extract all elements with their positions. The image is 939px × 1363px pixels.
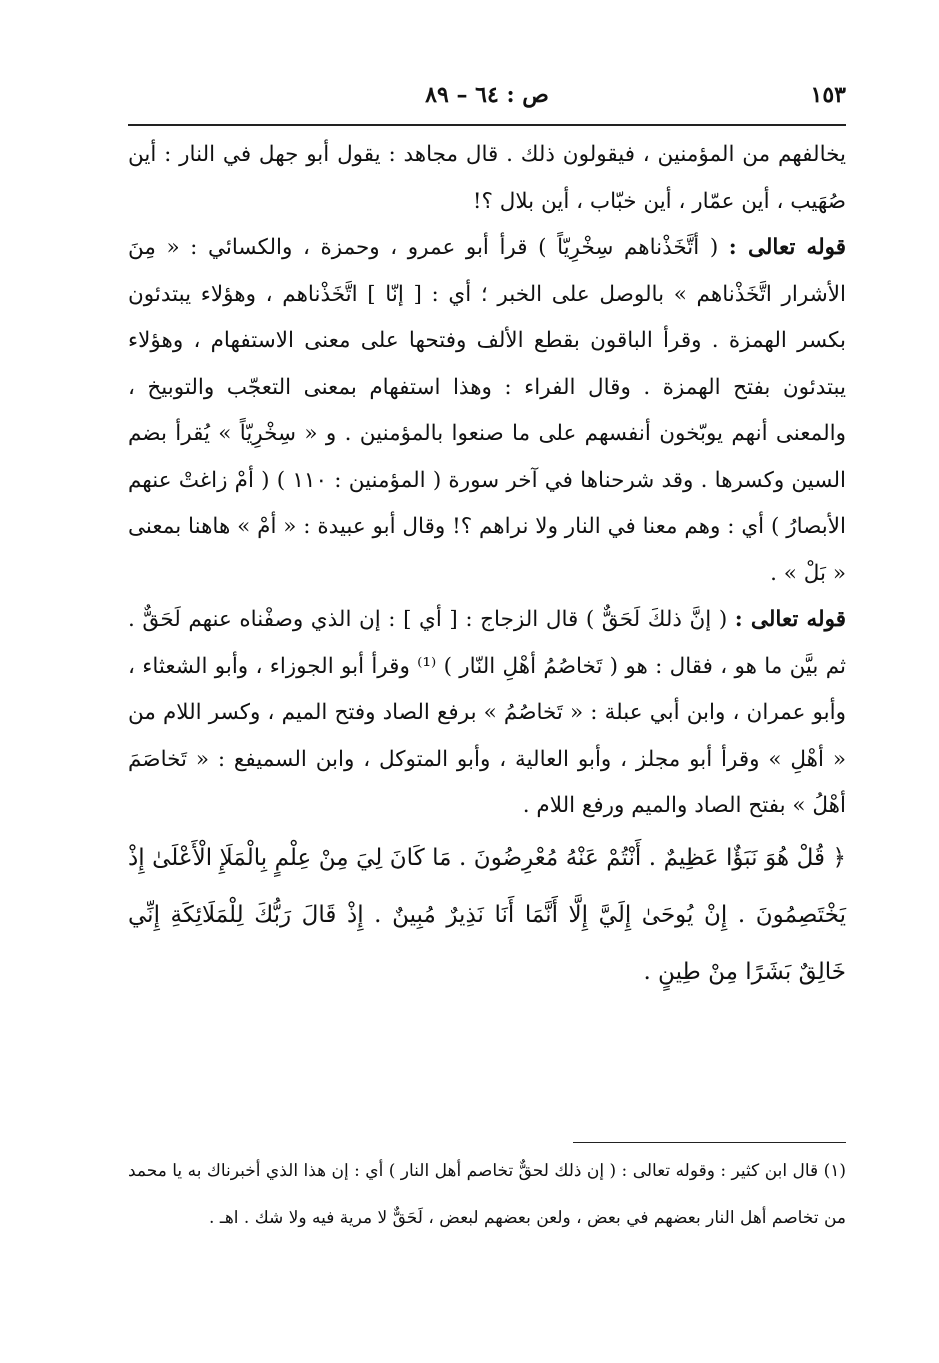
surah-verse-range: ص : ٦٤ – ٨٩ — [425, 82, 549, 108]
paragraph-2-lead: قوله تعالى : — [728, 235, 847, 260]
footnote-divider — [573, 1142, 846, 1143]
paragraph-2-text: ( أتَّخَذْناهم سِخْرِيّاً ) قرأ أبو عمرو ، وحمزة ، والكسائي : « مِنَ الأشرار اتَّخَذْناهم » بالوصل على الخبر ؛ أي : [ إنّا ] اتَّخَذْناهم ، وهؤلاء يبتدئون بكسر الهمزة . وقرأ الباقون بقطع الألف وفتحها على معنى الاستفهام ، وهؤلاء يبتدئون بفتح الهمزة . وقال الفراء : وهذا استفهام بمعنى التعجّب والتوبيخ ، والمعنى أنهم يوبّخون أنفسهم على ما صنعوا بالمؤمنين . و « سِخْرِيّاً » يُقرأ بضم السين وكسرها . وقد شرحناها في آخر سورة ( المؤمنين : ١١٠ ) ( أمْ زاغتْ عنهم الأبصارُ ) أي : وهم معنا في النار ولا نراهم ؟! وقال أبو عبيدة : « أمْ » هاهنا بمعنى « بَلْ » . — [128, 235, 846, 586]
paragraph-3-lead: قوله تعالى : — [734, 607, 846, 632]
page-number: ١٥٣ — [810, 82, 846, 108]
footnote: (١) قال ابن كثير : وقوله تعالى : ( إن ذلك لحقٌّ تخاصم أهل النار ) أي : إن هذا الذي أخبرناك به يا محمد من تخاصم أهل النار بعضهم في بعض ، ولعن بعضهم لبعض ، لَحَقٌّ لا مرية فيه ولا شك . اهـ . — [128, 1161, 846, 1228]
quran-verses: ﴿ قُلْ هُوَ نَبَؤٌا عَظِيمٌ . أَنْتُمْ عَنْهُ مُعْرِضُونَ . مَا كَانَ لِيَ مِنْ عِلْمٍ بِالْمَلَإِ الْأَعْلَىٰ إِذْ يَخْتَصِمُونَ . إِنْ يُوحَىٰ إِلَيَّ إِلَّا أَنَّمَا أَنَا نَذِيرٌ مُبِينٌ . إِذْ قَالَ رَبُّكَ لِلْمَلَائِكَةِ إِنِّي خَالِقٌ بَشَرًا مِنْ طِينٍ . — [128, 844, 846, 985]
paragraph-2 — [128, 225, 846, 597]
paragraph-3 — [128, 597, 846, 830]
page-header — [128, 82, 846, 122]
paragraph-1: يخالفهم من المؤمنين ، فيقولون ذلك . قال مجاهد : يقول أبو جهل في النار : أين صُهَيب ، أين عمّار ، أين خبّاب ، أين بلال ؟! — [128, 142, 846, 214]
commentary-body — [128, 132, 846, 1001]
paragraph-3-text: ( إنَّ ذلكَ لَحَقٌّ ) قال الزجاج : [ أي ] : إن الذي وصفْناه عنهم لَحَقٌّ . ثم بيَّن ما هو ، فقال : هو ( تَخاصُمُ أهْلِ النّار ) ⁽¹⁾ وقرأ أبو الجوزاء ، وأبو الشعثاء ، وأبو عمران ، وابن أبي عبلة : « تَخاصُمُ » برفع الصاد وفتح الميم ، وكسر اللام من « أهْلِ » وقرأ أبو مجلز ، وأبو العالية ، وأبو المتوكل ، وابن السميفع : « تَخاصَمَ أهْلُ » بفتح الصاد والميم ورفع اللام . — [128, 607, 846, 818]
header-divider — [128, 124, 846, 126]
